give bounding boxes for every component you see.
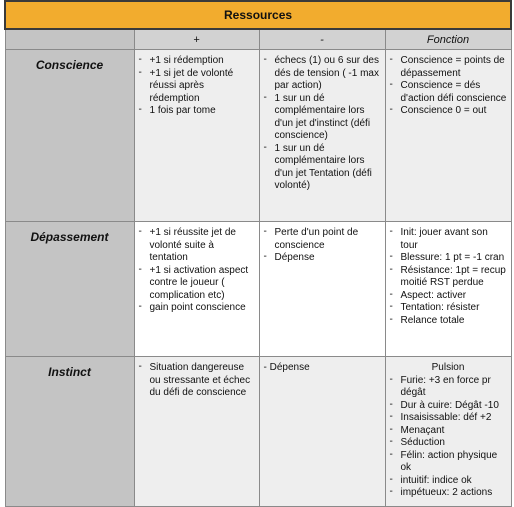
list-item: - 1 fois par tome: [139, 105, 255, 118]
list-item: - Init: jouer avant son tour: [390, 227, 507, 252]
cell-depassement-plus: [134, 222, 259, 357]
list-item: - impétueux: 2 actions: [390, 487, 507, 500]
cell-instinct-minus: [259, 357, 385, 507]
list-item: - Menaçant: [390, 425, 507, 438]
list-item: - Situation dangereuse ou stressante et échec du défi de conscience: [139, 362, 255, 400]
header-plus: +: [134, 29, 259, 50]
list-item: - intuitif: indice ok: [390, 475, 507, 488]
header-fonction: Fonction: [385, 29, 511, 50]
list-item: - Insaisissable: déf +2: [390, 412, 507, 425]
list-item: - Séduction: [390, 437, 507, 450]
list-item: - Perte d'un point de conscience: [264, 227, 381, 252]
pulsion-heading: Pulsion: [431, 362, 465, 373]
list-item: - 1 sur un dé complémentaire lors d'un jet d'instinct (défi conscience): [264, 93, 381, 143]
cell-instinct-fonction: [385, 357, 511, 507]
list-item: - Blessure: 1 pt = -1 cran: [390, 252, 507, 265]
table-row: [5, 50, 511, 222]
list-item: - échecs (1) ou 6 sur des dés de tension ( -1 max par action): [264, 55, 381, 93]
list-item: - +1 si rédemption: [139, 55, 255, 68]
list-item: - Aspect: activer: [390, 290, 507, 303]
table-row: [5, 357, 511, 507]
list-item: - Conscience = dés d'action défi conscience: [390, 80, 507, 105]
header-minus: -: [259, 29, 385, 50]
list-item: - Résistance: 1pt = recup moitié RST perdue: [390, 265, 507, 290]
list-item: - Relance totale: [390, 315, 507, 328]
list-item: - +1 si activation aspect contre le joueur ( complication etc): [139, 265, 255, 303]
cell-depassement-fonction: [385, 222, 511, 357]
cell-instinct-plus: [134, 357, 259, 507]
list-item: - Dépense: [264, 252, 381, 265]
list-item: - 1 sur un dé complémentaire lors d'un jet Tentation (défi volonté): [264, 143, 381, 193]
cell-conscience-fonction: [385, 50, 511, 222]
table-row: [5, 222, 511, 357]
cell-conscience-plus: [134, 50, 259, 222]
row-label-depassement: Dépassement: [5, 222, 134, 357]
cell-conscience-minus: [259, 50, 385, 222]
list-item: - Conscience = points de dépassement: [390, 55, 507, 80]
table-title: Ressources: [5, 1, 511, 29]
list-item: - Dur à cuire: Dégât -10: [390, 400, 507, 413]
cell-depassement-minus: [259, 222, 385, 357]
row-label-conscience: Conscience: [5, 50, 134, 222]
list-item: - Félin: action physique ok: [390, 450, 507, 475]
list-item: - gain point conscience: [139, 302, 255, 315]
list-item: - Furie: +3 en force pr dégât: [390, 375, 507, 400]
instinct-minus-text: - Dépense: [263, 362, 310, 373]
resources-table: [4, 0, 512, 507]
list-item: - Tentation: résister: [390, 302, 507, 315]
row-label-instinct: Instinct: [5, 357, 134, 507]
list-item: - Conscience 0 = out: [390, 105, 507, 118]
header-row: [5, 29, 511, 50]
list-item: - +1 si jet de volonté réussi après rédemption: [139, 68, 255, 106]
header-corner: [5, 29, 134, 50]
list-item: - +1 si réussite jet de volonté suite à tentation: [139, 227, 255, 265]
